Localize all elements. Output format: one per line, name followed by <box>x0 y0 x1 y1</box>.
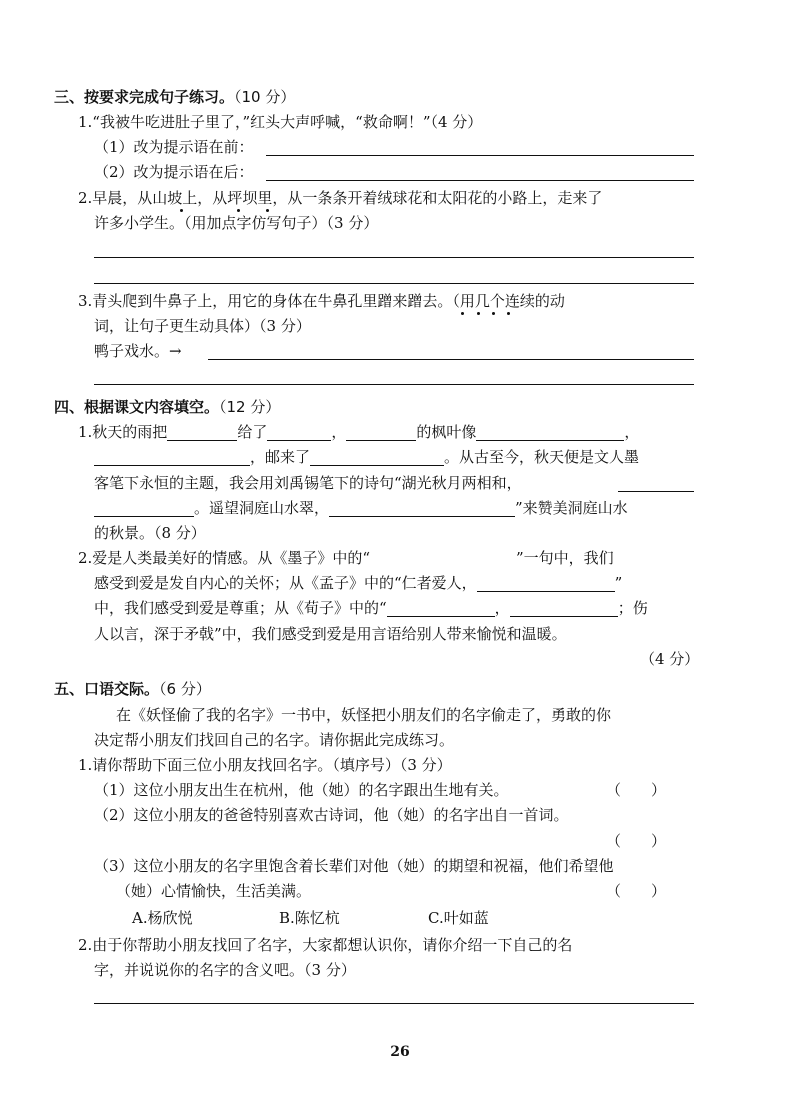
answer-line[interactable] <box>94 283 694 284</box>
s4-q1-line-3: 客笔下永恒的主题，我会用刘禹锡笔下的诗句“湖光秋月两相和， <box>94 474 522 492</box>
emphasis-dot <box>461 312 464 315</box>
s5-q2-line-2: 字，并说说你的名字的含义吧。（3 分） <box>94 961 356 979</box>
answer-line[interactable] <box>266 180 694 181</box>
blank[interactable] <box>346 425 416 441</box>
s4-q2-line-2 <box>94 574 622 592</box>
blank[interactable] <box>94 450 250 466</box>
option-c: C.叶如蓝 <box>428 909 489 927</box>
s4-q2-line-1 <box>78 549 614 567</box>
emphasis-dot <box>237 209 240 212</box>
s5-q1-item-2: （2）这位小朋友的爸爸特别喜欢古诗词，他（她）的名字出自一首词。 <box>94 806 569 824</box>
answer-paren[interactable]: （ ） <box>606 832 667 850</box>
emphasis-dot <box>507 312 510 315</box>
emphasis-dot <box>477 312 480 315</box>
page-number: 26 <box>390 1044 410 1060</box>
s4-q2-line-4: 人以言，深于矛戟”中，我们感受到爱是用言语给别人带来愉悦和温暖。 <box>94 625 567 643</box>
blank[interactable] <box>310 450 444 466</box>
text: ”一句中，我们 <box>515 549 614 567</box>
s4-q2-score: （4 分） <box>640 650 700 668</box>
text: ， <box>494 599 510 617</box>
s4-q1-line-2 <box>94 448 639 466</box>
text: 感受到爱是发自内心的关怀；从《孟子》中的“仁者爱人， <box>94 574 477 592</box>
s5-q1-item-3-line-1: （3）这位小朋友的名字里饱含着长辈们对他（她）的期望和祝福，他们希望他 <box>94 857 614 875</box>
answer-line[interactable] <box>208 359 694 360</box>
s3-question-3-line-2: 词，让句子更生动具体）（3 分） <box>94 317 311 335</box>
s3-question-2-line-2: 许多小学生。（用加点字仿写句子）（3 分） <box>94 214 379 232</box>
s5-question-1: 1.请你帮助下面三位小朋友找回名字。（填序号）（3 分） <box>78 756 452 774</box>
text: 中，我们感受到爱是尊重；从《荀子》中的“ <box>94 599 387 617</box>
s3-q1-part-1: （1）改为提示语在前： <box>94 138 254 156</box>
answer-line[interactable] <box>94 1003 694 1004</box>
section-4-heading <box>54 398 280 416</box>
section-5-title: 五、口语交际。 <box>54 680 160 698</box>
s3-q3-start: 鸭子戏水。→ <box>94 342 182 360</box>
section-5-score: （6 分） <box>159 680 211 698</box>
s3-question-3-line-1: 3.青头爬到牛鼻子上，用它的身体在牛鼻孔里蹭来蹭去。（用几个连续的动 <box>78 292 565 310</box>
text: 给了 <box>237 423 268 441</box>
answer-paren[interactable]: （ ） <box>606 781 667 799</box>
option-a: A.杨欣悦 <box>132 909 193 927</box>
s5-intro-line-1: 在《妖怪偷了我的名字》一书中，妖怪把小朋友们的名字偷走了，勇敢的你 <box>116 706 612 724</box>
answer-paren[interactable]: （ ） <box>606 882 667 900</box>
emphasis-dot <box>492 312 495 315</box>
section-3-title: 三、按要求完成句子练习。 <box>54 88 235 106</box>
section-3-heading <box>54 88 295 106</box>
text: 。从古至今，秋天便是文人墨 <box>444 448 640 466</box>
text: ”来赞美洞庭山水 <box>515 499 628 517</box>
answer-line[interactable] <box>94 384 694 385</box>
emphasis-dot <box>180 209 183 212</box>
blank[interactable] <box>476 425 624 441</box>
s5-q1-item-3-line-2: （她）心情愉快，生活美满。 <box>116 882 312 900</box>
text: 。遥望洞庭山水翠， <box>194 499 330 517</box>
text: 1.秋天的雨把 <box>78 423 168 441</box>
s5-q1-item-1: （1）这位小朋友出生在杭州，他（她）的名字跟出生地有关。 <box>94 781 509 799</box>
s5-intro-line-2: 决定帮小朋友们找回自己的名字。请你据此完成练习。 <box>94 731 455 749</box>
blank[interactable] <box>94 501 194 517</box>
section-5-heading <box>54 680 211 698</box>
s3-question-2-line-1: 2.早晨，从山坡上，从坪坝里，从一条条开着绒球花和太阳花的小路上，走来了 <box>78 189 603 207</box>
text: ， <box>331 423 347 441</box>
blank[interactable] <box>267 425 331 441</box>
section-4-score: （12 分） <box>219 398 281 416</box>
s4-q1-line-4 <box>94 499 628 517</box>
blank[interactable] <box>510 601 618 617</box>
s3-question-1: 1.“我被牛吃进肚子里了，”红头大声呼喊，“救命啊！”（4 分） <box>78 113 483 131</box>
answer-line[interactable] <box>266 155 694 156</box>
blank[interactable] <box>167 425 237 441</box>
s5-q2-line-1: 2.由于你帮助小朋友找回了名字，大家都想认识你，请你介绍一下自己的名 <box>78 936 573 954</box>
answer-line[interactable] <box>618 491 694 492</box>
answer-line[interactable] <box>94 257 694 258</box>
blank[interactable] <box>387 601 495 617</box>
emphasis-dot <box>266 209 269 212</box>
blank[interactable] <box>477 576 615 592</box>
text: ；伤 <box>617 599 648 617</box>
option-b: B.陈忆杭 <box>279 909 340 927</box>
text: ，邮来了 <box>250 448 311 466</box>
s4-q1-line-5: 的秋景。（8 分） <box>94 524 206 542</box>
text: ， <box>624 423 640 441</box>
section-4-title: 四、根据课文内容填空。 <box>54 398 220 416</box>
text: 2.爱是人类最美好的情感。从《墨子》中的“ <box>78 549 370 567</box>
text: 的枫叶像 <box>416 423 477 441</box>
s4-q1-line-1 <box>78 423 639 441</box>
section-3-score: （10 分） <box>234 88 296 106</box>
text: ” <box>614 574 623 592</box>
s4-q2-line-3 <box>94 599 648 617</box>
blank[interactable] <box>329 501 515 517</box>
s3-q1-part-2: （2）改为提示语在后： <box>94 163 254 181</box>
